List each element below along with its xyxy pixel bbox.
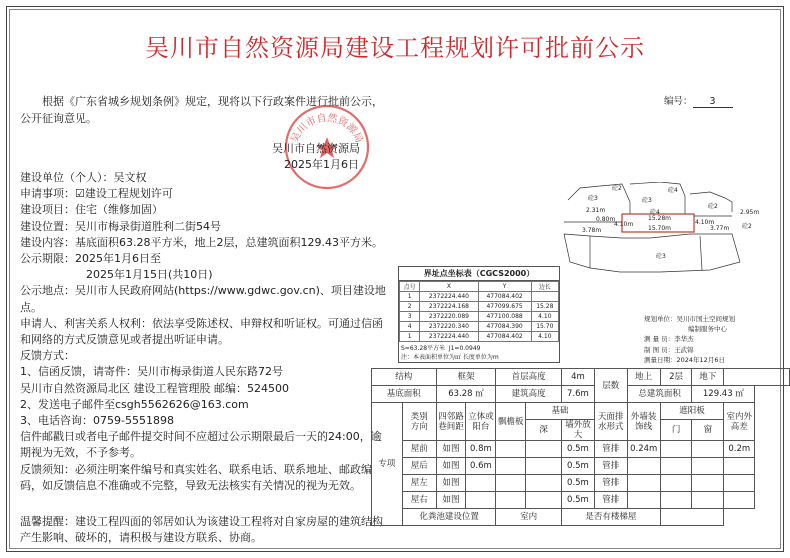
serial-number — [664, 93, 733, 108]
spec-cell: 如图 — [436, 492, 466, 509]
coord-cell: 2372224.168 — [420, 302, 478, 312]
spec-cell — [466, 492, 496, 509]
reminder-block — [20, 514, 392, 546]
spec-cell: 管排 — [594, 458, 627, 475]
spec-cell — [692, 492, 724, 509]
spec-cell — [496, 475, 526, 492]
spec-cell — [627, 492, 660, 509]
spec-value: 框架 — [436, 369, 496, 386]
survey-legend — [644, 314, 735, 365]
spec-cell: 管排 — [594, 492, 627, 509]
spec-cell — [526, 492, 562, 509]
signature-date: 2025年1月6日 — [284, 158, 359, 171]
notice-text: 根据《广东省城乡规划条例》规定，现将以下行政案件进行批前公示，公开征询意见。 — [20, 95, 383, 125]
legend-line: 编制服务中心 — [688, 325, 727, 334]
spec-value: 2层 — [660, 369, 692, 386]
case-fields — [20, 170, 392, 494]
spec-cell: 如图 — [436, 441, 466, 458]
spec-cell: 屋后 — [402, 458, 436, 475]
spec-table — [371, 368, 790, 526]
spec-cell — [724, 492, 755, 509]
spec-value: 4m — [561, 369, 594, 386]
spec-col-header: 墙外放大 — [561, 420, 594, 441]
coord-cell: 3 — [400, 312, 420, 322]
spec-cell: 0.24m — [627, 441, 660, 458]
spec-label: 总建筑面积 — [627, 386, 692, 403]
spec-cell — [692, 441, 724, 458]
feedback-email: 2、发送电子邮件至csgh5562626@163.com — [20, 397, 249, 411]
coord-area: S=63.28平方米 — [401, 345, 446, 352]
spec-cell — [724, 458, 755, 475]
spec-cell — [660, 475, 692, 492]
plan-label: 砼2 — [742, 223, 752, 230]
coord-cell: 477084.390 — [478, 322, 531, 332]
coord-cell: 477084.402 — [478, 292, 531, 302]
spec-cell: 0.5m — [561, 492, 594, 509]
table-row — [400, 332, 559, 342]
serial-value: 3 — [693, 96, 733, 108]
table-row — [400, 312, 559, 322]
legend-line: 规划单位：吴川市国土空间规划 — [644, 315, 735, 323]
field-period-end: 2025年1月15日(共10日) — [86, 268, 213, 282]
spec-cell: 管排 — [594, 441, 627, 458]
coord-cell: 15.28 — [531, 302, 558, 312]
coord-cell: 477099.675 — [478, 302, 531, 312]
spec-cell: 如图 — [436, 475, 466, 492]
plan-dimension: 4.10m — [614, 221, 634, 228]
coord-cell: 15.70 — [531, 322, 558, 332]
spec-cell: 0.2m — [724, 441, 755, 458]
coord-cell — [531, 292, 558, 302]
coord-cell: 2372224.440 — [420, 292, 478, 302]
field-rights: 申请人、利害关系人权利：依法享受陈述权、申辩权和听证权。可通过信函和网络的方式反馈意见或者提出听证申请。 — [20, 316, 383, 347]
feedback-deadline: 信件邮戳日或者电子邮件提交时间不应超过公示期限最后一天的24:00，逾期视为无效，不予参考。 — [20, 430, 382, 460]
plan-label: 砼4 — [668, 187, 678, 194]
plan-label: 砼4 — [650, 209, 660, 216]
spec-label: 层数 — [594, 369, 627, 403]
spec-cell: 0.5m — [561, 475, 594, 492]
coord-header: 边长 — [531, 282, 558, 292]
spec-cell — [526, 458, 562, 475]
spec-cell — [724, 475, 755, 492]
table-row — [372, 441, 790, 458]
coord-cell: 4.10 — [531, 332, 558, 342]
spec-col-header: 遮阳板 — [660, 403, 724, 420]
feedback-phone: 3、电话咨询：0759-5551898 — [20, 414, 174, 428]
coord-footer — [399, 342, 559, 362]
spec-cell: 0.5m — [561, 441, 594, 458]
spec-cell — [496, 441, 526, 458]
plan-dimension: 3.77m — [710, 225, 730, 232]
site-plan — [560, 182, 775, 274]
spec-cell — [627, 475, 660, 492]
table-row — [400, 302, 559, 312]
spec-cell: 0.6m — [466, 458, 496, 475]
spec-type-label: 类别 — [410, 411, 428, 422]
plan-label: 砼3 — [588, 195, 598, 202]
spec-cell: 屋右 — [402, 492, 436, 509]
plan-dimension: 2.31m — [586, 207, 606, 214]
spec-label: 地上 — [627, 369, 660, 386]
spec-label: 基底面积 — [372, 386, 437, 403]
serial-label: 编号： — [664, 96, 693, 107]
coord-cell: 2372220.089 — [420, 312, 478, 322]
spec-value: 129.43 ㎡ — [692, 386, 755, 403]
field-location: 建设位置：吴川市梅录街道胜利二街54号 — [20, 219, 221, 233]
spec-cell — [496, 492, 526, 509]
spec-direction-label: 方向 — [410, 421, 428, 432]
coord-cell: 2 — [400, 302, 420, 312]
spec-value — [724, 369, 790, 386]
coord-cell: 2372224.440 — [420, 332, 478, 342]
table-row — [400, 322, 559, 332]
spec-value: 7.6m — [561, 386, 594, 403]
coord-cell: 477100.088 — [478, 312, 531, 322]
field-period-start: 公示期限：2025年1月6日至 — [20, 252, 161, 266]
spec-col-header: 窗 — [692, 420, 724, 441]
coord-cell: 1 — [400, 292, 420, 302]
plan-dimension: 15.70m — [648, 225, 672, 232]
page-title: 吴川市自然资源局建设工程规划许可批前公示 — [145, 34, 645, 62]
field-applicant: 建设单位（个人）：吴文权 — [20, 171, 147, 184]
spec-cell — [660, 458, 692, 475]
spec-special-label: 专项 — [372, 403, 403, 526]
spec-value: 63.28 ㎡ — [436, 386, 496, 403]
plan-dimension: 15.28m — [648, 215, 672, 222]
spec-col-header: 天面排水形式 — [594, 403, 627, 441]
feedback-tips: 反馈须知：必须注明案件编号和真实姓名、联系电话、联系地址、邮政编码，如反馈信息不准确或不完整，导致无法核实有关情况的视为无效。 — [20, 462, 372, 492]
spec-cell — [627, 458, 660, 475]
spec-value — [660, 509, 724, 526]
spec-col-header: 基础 — [526, 403, 595, 420]
plan-label: 砼3 — [656, 253, 666, 260]
spec-value: 室内 — [496, 509, 562, 526]
feedback-title: 反馈方式： — [20, 349, 75, 363]
coord-cell: 4.10 — [531, 312, 558, 322]
signature-org: 吴川市自然资源局 — [272, 142, 360, 155]
spec-cell — [692, 458, 724, 475]
field-project: 建设项目：住宅（维修加固） — [20, 203, 163, 217]
plan-label: 砼2 — [612, 185, 622, 192]
spec-cell — [692, 475, 724, 492]
spec-col-header: 深 — [526, 420, 562, 441]
field-content: 建设内容：基底面积63.28平方米，地上2层，总建筑面积129.43平方米。 — [20, 235, 383, 249]
field-item: 申请事项：☑建设工程规划许可 — [20, 187, 173, 201]
coordinate-table-title: 界址点坐标表（CGCS2000） — [399, 267, 559, 281]
coord-j1: J1=0.0949 — [448, 345, 481, 352]
spec-cell — [496, 458, 526, 475]
spec-label: 地下 — [692, 369, 724, 386]
spec-cell: 如图 — [436, 458, 466, 475]
feedback-mail-address: 吴川市自然资源局北区 建设工程管理股 邮编：524500 — [20, 381, 289, 395]
spec-col-header: 飘檐板 — [496, 403, 526, 441]
coord-cell: 4 — [400, 322, 420, 332]
spec-cell: 管排 — [594, 475, 627, 492]
table-row — [372, 475, 790, 492]
spec-col-header: 四邻路巷间距 — [436, 403, 466, 441]
spec-cell — [660, 492, 692, 509]
spec-cell: 屋左 — [402, 475, 436, 492]
spec-cell — [526, 441, 562, 458]
table-row — [372, 458, 790, 475]
field-place: 公示地点：吴川市人民政府网站(https://www.gdwc.gov.cn)、项目建设地点。 — [20, 284, 386, 314]
coord-header: Y — [478, 282, 531, 292]
legend-line: 制 图 员：王武锦 — [644, 345, 694, 354]
plan-dimension: 2.95m — [740, 209, 760, 216]
reminder-text: 温馨提醒：建设工程四面的邻居如认为该建设工程将对自家房屋的建筑结构产生影响、破坏的，请积极与建设方联系、协商。 — [20, 515, 383, 545]
spec-cell — [466, 475, 496, 492]
coord-cell: 1 — [400, 332, 420, 342]
spec-type-direction — [402, 403, 436, 441]
coord-cell: 2372220.340 — [420, 322, 478, 332]
spec-label: 结构 — [372, 369, 437, 386]
spec-label: 首层高度 — [496, 369, 562, 386]
spec-col-header: 室内外高差 — [724, 403, 755, 441]
plan-dimension: 0.80m — [596, 216, 616, 223]
coord-cell: 477084.402 — [478, 332, 531, 342]
feedback-mail: 1、信函反馈，请寄件：吴川市梅录街道人民东路72号 — [20, 365, 283, 379]
spec-cell — [660, 441, 692, 458]
svg-text:吴川市自然资源局: 吴川市自然资源局 — [289, 112, 365, 145]
spec-label: 化粪池建设位置 — [402, 509, 496, 526]
spec-cell: 屋前 — [402, 441, 436, 458]
spec-col-header: 外墙装饰线 — [627, 403, 660, 441]
spec-label: 是否有楼梯屋 — [561, 509, 660, 526]
spec-cell: 0.8m — [466, 441, 496, 458]
plan-dimension: 3.78m — [582, 227, 602, 234]
coord-header: 点号 — [400, 282, 420, 292]
spec-cell: 0.5m — [561, 458, 594, 475]
spec-cell — [526, 475, 562, 492]
plan-label: 砼3 — [642, 197, 652, 204]
plan-dimension: 4.10m — [695, 219, 715, 226]
legend-line: 测 量 员：李华杰 — [644, 335, 694, 344]
table-row — [372, 492, 790, 509]
table-row — [400, 292, 559, 302]
spec-col-header: 门 — [660, 420, 692, 441]
legend-line: 测量日期：2024年12月6日 — [644, 355, 725, 364]
spec-col-header: 立体或阳台 — [466, 403, 496, 441]
spec-label: 建筑高度 — [496, 386, 562, 403]
coord-note: 注：本表面积单位为㎡ 长度单位为m — [401, 354, 499, 361]
coord-header: X — [420, 282, 478, 292]
coordinate-table — [398, 266, 560, 363]
plan-label: 砼2 — [708, 203, 718, 210]
